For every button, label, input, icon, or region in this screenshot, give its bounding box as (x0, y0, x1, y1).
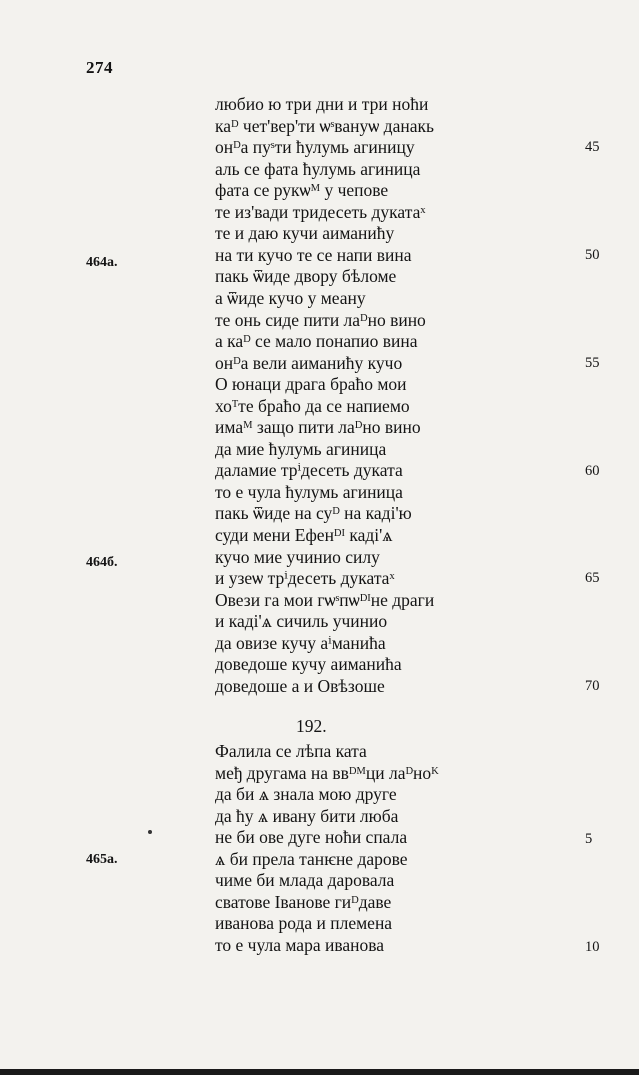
verse-line: онᴰа вели аиманићу кучо (215, 352, 403, 373)
verse-line: те онь сиде пити лаᴰно вино (215, 309, 426, 330)
verse-line: ѧ би прела танѥне дарове (215, 848, 408, 869)
verse-line: каᴰ чет'вер'ти ѡˢвануѡ данакь (215, 115, 434, 136)
verse-line: имаᴹ защо пити лаᴰно вино (215, 417, 421, 438)
poem-number: 192. (296, 716, 327, 736)
verse-line: да мие ћулумь агиница (215, 438, 387, 459)
line-number: 70 (585, 678, 600, 694)
line-number: 50 (585, 247, 600, 263)
verse-line: на ти кучо те се напи вина (215, 244, 412, 265)
verse-line: доведоше а и Овѣзоше (215, 675, 385, 696)
line-number: 45 (585, 139, 600, 155)
verse-line: те из'вади тридесеть дукатаˣ (215, 201, 426, 222)
verse-line: Фалила се лѣпа ката (215, 741, 367, 761)
verse-line: да ћу ѧ ивану бити люба (215, 805, 399, 826)
verse-line: даламие трⁱдесеть дуката (215, 460, 403, 481)
verse-line: хоᵀте браћо да се напиемо (215, 395, 410, 416)
verse-line: а каᴰ се мало понапио вина (215, 331, 418, 352)
verse-line: аль се фата ћулумь агиница (215, 158, 421, 179)
verse-line: доведоше кучу аиманића (215, 654, 402, 675)
verse-line: суди мени Ефенᴰᴵ каді'ѧ (215, 525, 393, 545)
verse-line: то е чула ћулумь агиница (215, 481, 403, 502)
verse-line: Овези га мои гѡˢпѡᴰᴵне драги (215, 589, 435, 610)
line-number: 5 (585, 831, 593, 847)
line-number: 65 (585, 570, 600, 586)
verse-line: любио ю три дни и три ноћи (215, 94, 429, 114)
verse-line: да би ѧ знала мою друге (215, 784, 397, 804)
verse-line: онᴰа пуˢти ћулумь агиницу (215, 137, 415, 158)
ink-speck (148, 830, 152, 834)
verse-line: фата се рукѡᴹ у чепове (215, 180, 389, 201)
verse-line: пакь ѿиде на суᴰ на каді'ю (215, 503, 412, 524)
scan-edge (0, 1069, 639, 1075)
line-number: 10 (585, 939, 600, 955)
page-number: 274 (86, 58, 113, 77)
verse-line: сватове Іванове гиᴰдаве (215, 891, 392, 912)
verse-line: а ѿиде кучо у меану (215, 287, 366, 308)
margin-reference: 464а. (86, 255, 118, 270)
verse-line: не би ове дуге ноћи спала (215, 827, 408, 847)
verse-line: пакь ѿиде двору бѣломе (215, 266, 397, 287)
verse-line: те и даю кучи аиманићу (215, 223, 395, 244)
verse-line: и каді'ѧ сичиль учинио (215, 611, 388, 632)
line-number: 60 (585, 463, 600, 479)
verse-line: то е чула мара иванова (215, 934, 385, 955)
verse-line: кучо мие учинио силу (215, 546, 380, 567)
line-number: 55 (585, 355, 600, 371)
verse-line: да овизе кучу аⁱманића (215, 632, 386, 653)
margin-reference: 464б. (86, 555, 118, 570)
verse-line: иванова рода и племена (215, 913, 393, 933)
verse-line: међ другама на ввᴰᴹци лаᴰноᴷ (215, 762, 440, 783)
margin-reference: 465а. (86, 852, 118, 867)
verse-line: чиме би млада даровала (215, 870, 395, 890)
verse-line: О юнаци драга браћо мои (215, 374, 407, 395)
verse-line: и узеѡ трⁱдесеть дукатаˣ (215, 568, 395, 589)
